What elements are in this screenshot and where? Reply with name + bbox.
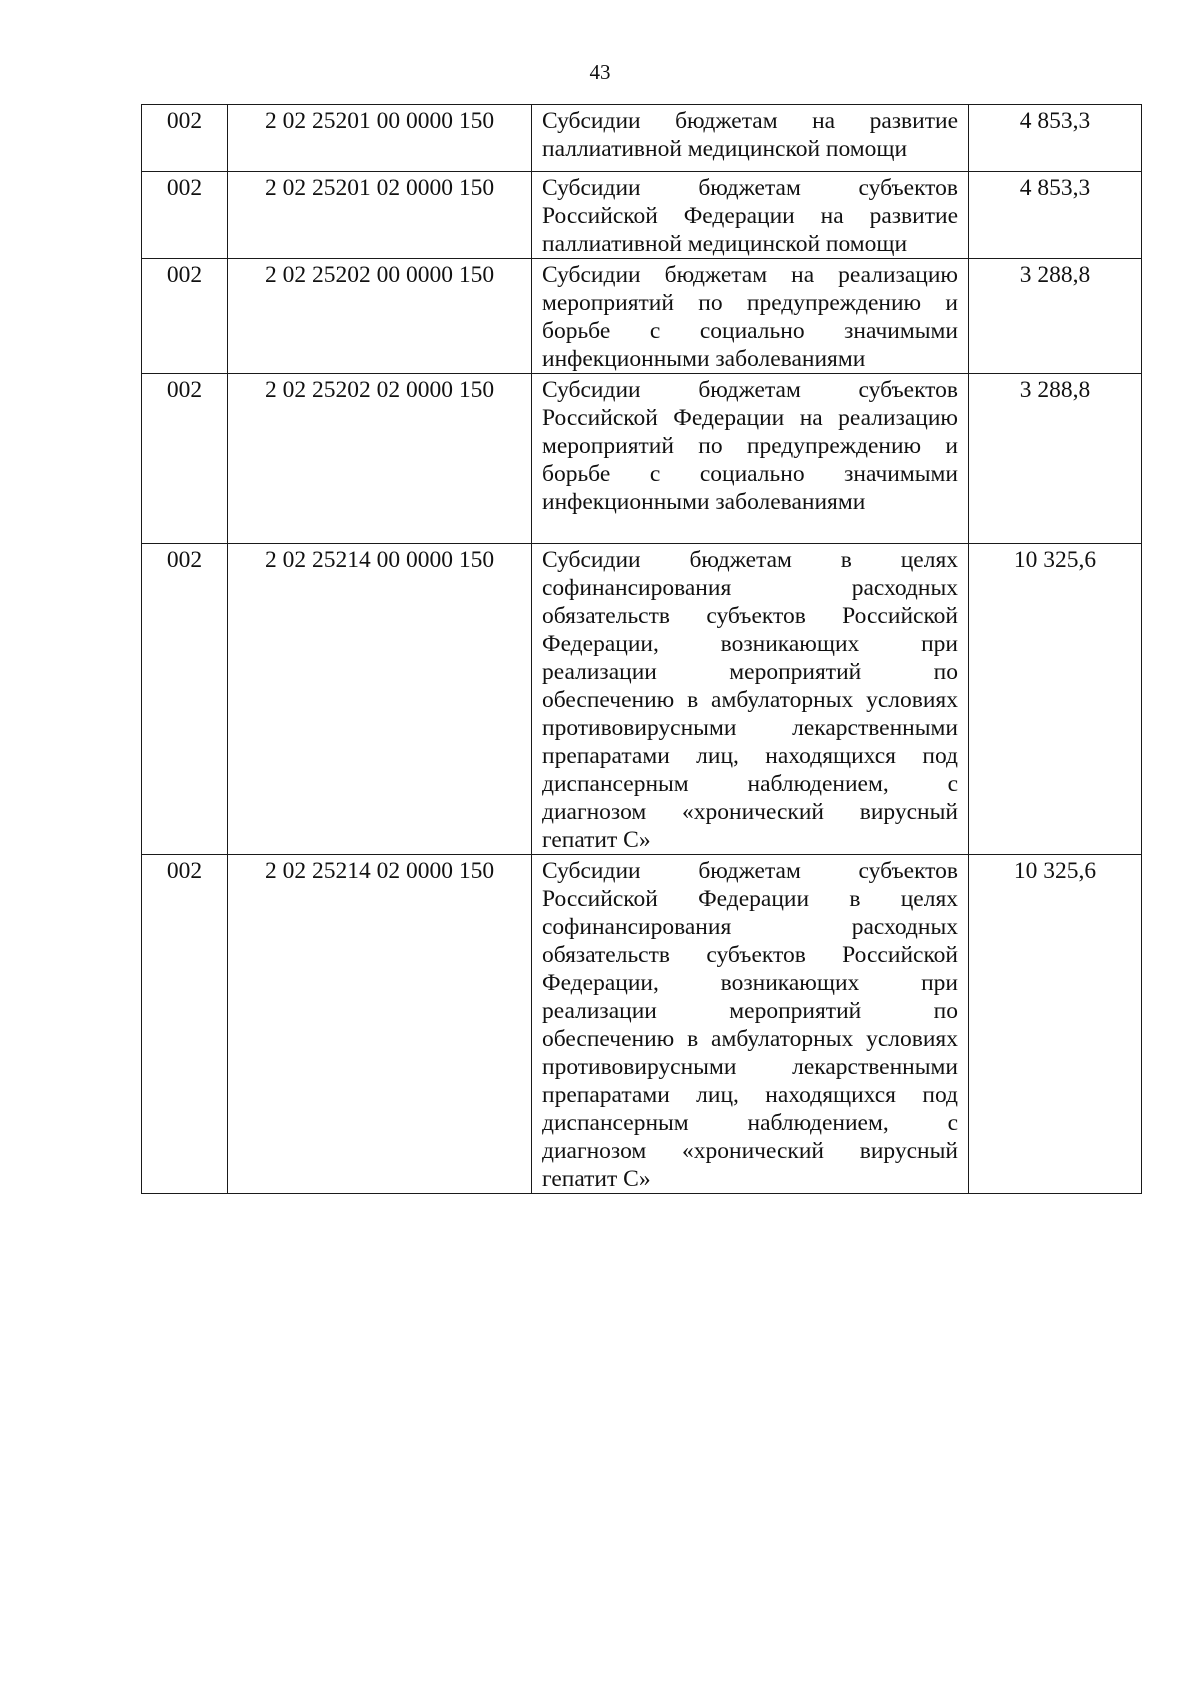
table-row xyxy=(142,259,1142,374)
revenue-name-cell: Субсидии бюджетам субъектов Российской Федерации на развитие паллиативной медицинской помощи xyxy=(532,172,969,259)
amount-cell: 4 853,3 xyxy=(969,172,1142,259)
table-row xyxy=(142,105,1142,172)
admin-code-cell: 002 xyxy=(142,544,228,855)
revenue-name-cell: Субсидии бюджетам субъектов Российской Федерации на реализацию мероприятий по предупреждению и борьбе с социально значимыми инфекционными заболеваниями xyxy=(532,374,969,544)
table-row xyxy=(142,374,1142,544)
admin-code-cell: 002 xyxy=(142,374,228,544)
table-row xyxy=(142,172,1142,259)
admin-code-cell: 002 xyxy=(142,259,228,374)
budget-classification-code-cell: 2 02 25214 02 0000 150 xyxy=(228,855,532,1194)
amount-cell: 10 325,6 xyxy=(969,855,1142,1194)
budget-classification-code-cell: 2 02 25201 00 0000 150 xyxy=(228,105,532,172)
budget-classification-code-cell: 2 02 25202 02 0000 150 xyxy=(228,374,532,544)
budget-classification-code-cell: 2 02 25214 00 0000 150 xyxy=(228,544,532,855)
budget-classification-code-cell: 2 02 25201 02 0000 150 xyxy=(228,172,532,259)
amount-cell: 10 325,6 xyxy=(969,544,1142,855)
amount-cell: 3 288,8 xyxy=(969,374,1142,544)
revenue-name-cell: Субсидии бюджетам на развитие паллиативной медицинской помощи xyxy=(532,105,969,172)
admin-code-cell: 002 xyxy=(142,172,228,259)
amount-cell: 3 288,8 xyxy=(969,259,1142,374)
revenue-name-cell: Субсидии бюджетам в целях софинансирования расходных обязательств субъектов Российской Федерации, возникающих при реализации мероприятий по обеспечению в амбулаторных условиях противовирусными лекарственными препаратами лиц, находящихся под диспансерным наблюдением, с диагнозом «хронический вирусный гепатит С» xyxy=(532,544,969,855)
budget-revenue-table xyxy=(141,104,1142,1194)
budget-classification-code-cell: 2 02 25202 00 0000 150 xyxy=(228,259,532,374)
admin-code-cell: 002 xyxy=(142,855,228,1194)
amount-cell: 4 853,3 xyxy=(969,105,1142,172)
table-row xyxy=(142,544,1142,855)
page-number: 43 xyxy=(589,60,611,84)
admin-code-cell: 002 xyxy=(142,105,228,172)
table-row xyxy=(142,855,1142,1194)
revenue-name-cell: Субсидии бюджетам на реализацию мероприятий по предупреждению и борьбе с социально значимыми инфекционными заболеваниями xyxy=(532,259,969,374)
revenue-name-cell: Субсидии бюджетам субъектов Российской Федерации в целях софинансирования расходных обязательств субъектов Российской Федерации, возникающих при реализации мероприятий по обеспечению в амбулаторных условиях противовирусными лекарственными препаратами лиц, находящихся под диспансерным наблюдением, с диагнозом «хронический вирусный гепатит С» xyxy=(532,855,969,1194)
